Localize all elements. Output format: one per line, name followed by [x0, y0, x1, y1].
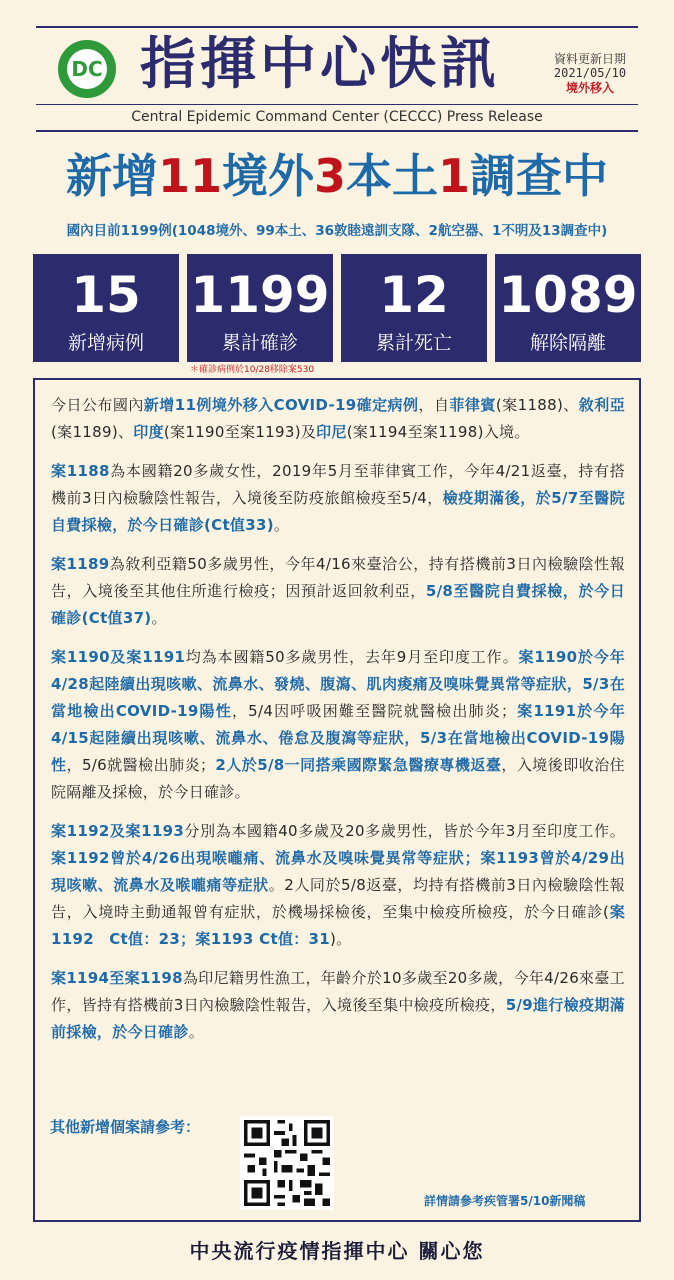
highlight: 案1192 Ct值：23；案1193 Ct值：31 [51, 903, 625, 948]
highlight: 新增11例境外移入COVID-19確定病例 [143, 396, 419, 414]
text: 分別為本國籍40多歲及20多歲男性，皆於今年3月至印度工作。 [184, 822, 625, 840]
stat-value: 15 [71, 266, 141, 324]
stat-value: 1089 [498, 266, 638, 324]
headline-investigating-num: 1 [438, 149, 471, 203]
text: 。 [151, 609, 167, 627]
stat-total-deaths [341, 254, 487, 362]
text: 。 [273, 516, 290, 534]
text: (案1188)、 [495, 396, 579, 414]
update-date: 2021/05/10 [553, 66, 627, 80]
highlight: 5/9進行檢疫期滿前採檢，於今日確診 [51, 996, 626, 1041]
text: 為印尼籍男性漁工，年齡介於10多歲至20多歲，今年4/26來臺工作，皆持有搭機前3日內檢驗陰性報告，入境後至集中檢疫所檢疫， [51, 969, 626, 1014]
highlight: 5/8至醫院自費採檢，於今日確診(Ct值37) [51, 582, 625, 627]
update-label: 資料更新日期 [553, 52, 626, 66]
stat-value: 1199 [190, 266, 330, 324]
paragraph-summary [51, 392, 625, 446]
highlight: 2人於5/8一同搭乘國際緊急醫療專機返臺 [215, 756, 502, 774]
text: (案1189)、 [51, 423, 134, 441]
stats-panel [33, 254, 641, 362]
headline-imported-num: 11 [157, 149, 222, 203]
headline-imported-label: 境外 [221, 149, 314, 203]
highlight: 印尼 [316, 423, 347, 441]
logo-text: DC [71, 57, 103, 81]
highlight: 敘利亞 [578, 396, 625, 414]
cdc-logo [58, 40, 116, 98]
category-tag: 境外移入 [565, 81, 614, 95]
headline-local-num: 3 [313, 149, 346, 203]
paragraph-case-1188 [51, 458, 625, 539]
footnote: ＊確診病例於10/28移除案530 [190, 365, 315, 375]
text: (案1194至案1198)入境。 [346, 423, 530, 441]
text: ，入境後即收治住院隔離及採檢，於今日確診。 [51, 756, 625, 801]
stat-total-confirmed [187, 254, 333, 362]
highlight: 案1191於今年4/15起陸續出現咳嗽、流鼻水、倦怠及腹瀉等症狀，5/3在當地檢出COVID-19陽性 [51, 702, 626, 774]
text: 為敘利亞籍50多歲男性，今年4/16來臺洽公，持有搭機前3日內檢驗陰性報告，入境後至其他住所進行檢疫；因預計返回敘利亞， [51, 555, 625, 600]
text: 今日公布國內 [51, 396, 144, 414]
paragraph-case-1194-1198 [51, 965, 625, 1046]
stat-new-cases [33, 254, 179, 362]
english-title: Central Epidemic Command Center (CECCC) Press Release [131, 109, 543, 125]
headline-prefix: 新增 [65, 149, 158, 203]
case-id: 案1192及案1193 [51, 822, 185, 840]
text: 均為本國籍50多歲男性，去年9月至印度工作。 [185, 648, 519, 666]
text: ，5/6就醫檢出肺炎； [66, 756, 216, 774]
stat-value: 12 [379, 266, 449, 324]
paragraph-case-1192-1193 [51, 818, 625, 953]
qr-code-icon [240, 1116, 334, 1210]
headline-local-label: 本土 [346, 149, 438, 203]
case-id: 案1189 [51, 555, 110, 573]
paragraph-case-1190-1191 [51, 644, 625, 806]
case-id: 案1194至案1198 [51, 969, 183, 987]
footer-text: 中央流行疫情指揮中心 關心您 [189, 1239, 485, 1263]
reference-label: 其他新增個案請參考： [50, 1118, 201, 1136]
text: )。 [330, 930, 352, 948]
stat-label: 新增病例 [67, 332, 144, 354]
top-rule [36, 26, 638, 28]
stat-label: 累計確診 [221, 332, 298, 354]
case-id: 案1190及案1191 [51, 648, 186, 666]
headline-investigating-label: 調查中 [470, 149, 609, 203]
header-divider [36, 104, 638, 105]
page-title: 指揮中心快訊 [140, 32, 500, 97]
paragraph-case-1189 [51, 551, 625, 632]
detail-note: 詳情請參考疾管署5/10新聞稿 [424, 1194, 586, 1208]
text: ，5/4因呼吸困難至醫院就醫檢出肺炎； [231, 702, 517, 720]
highlight: 菲律賓 [449, 396, 496, 414]
highlight: 案1190於今年4/28起陸續出現咳嗽、流鼻水、發燒、腹瀉、肌肉痠痛及嗅味覺異常等症狀，5/3在當地檢出COVID-19陽性 [51, 648, 625, 720]
stat-label: 解除隔離 [529, 332, 606, 354]
stat-label: 累計死亡 [375, 332, 452, 354]
update-info [540, 52, 640, 96]
header-bottom-rule [36, 130, 638, 132]
text: 為本國籍20多歲女性，2019年5月至菲律賓工作，今年4/21返臺，持有搭機前3日內檢驗陰性報告，入境後至防疫旅館檢疫至5/4， [51, 462, 626, 507]
stat-released [495, 254, 641, 362]
text: ，自 [418, 396, 450, 414]
content-box [33, 378, 641, 1222]
highlight: 檢疫期滿後，於5/7至醫院自費採檢，於今日確診(Ct值33) [51, 489, 625, 534]
qr-code[interactable] [240, 1116, 334, 1210]
text: 。 [188, 1023, 205, 1041]
text: (案1190至案1193)及 [163, 423, 317, 441]
highlight: 案1192曾於4/26出現喉嚨痛、流鼻水及嗅味覺異常等症狀；案1193曾於4/29出現咳嗽、流鼻水及喉嚨痛等症狀 [51, 849, 625, 894]
case-id: 案1188 [51, 462, 110, 480]
domestic-summary: 國內目前1199例(1048境外、99本土、36敦睦遠訓支隊、2航空器、1不明及13調查中) [66, 223, 608, 239]
text: 。2人同於5/8返臺，均持有搭機前3日內檢驗陰性報告，入境時主動通報曾有症狀，於機場採檢後，至集中檢疫所檢疫，於今日確診( [51, 876, 626, 921]
highlight: 印度 [133, 423, 164, 441]
headline [0, 140, 674, 212]
